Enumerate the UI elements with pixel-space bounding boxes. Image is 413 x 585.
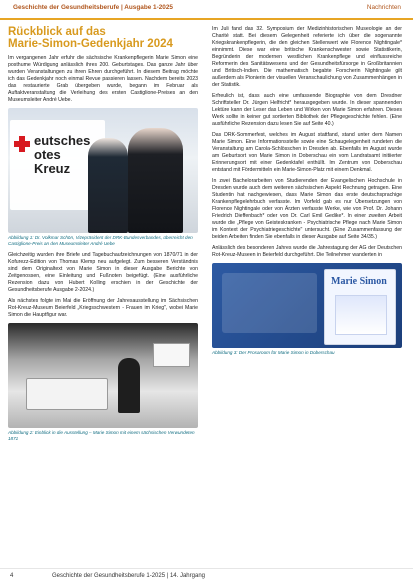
drk-banner-text-line-2: otes bbox=[34, 147, 61, 162]
right-column bbox=[212, 26, 402, 361]
figure-2-caption: Abbildung 2: Einblick in die Ausstellung – Marie Simon mit einem sächsischen Verwundeten 1871 bbox=[8, 430, 195, 441]
book-ornament bbox=[335, 295, 387, 335]
exhibition-screen bbox=[153, 343, 190, 367]
figure-1-photo bbox=[8, 108, 198, 233]
left-column bbox=[8, 26, 198, 447]
right-paragraph-5: Anlässlich des besonderen Jahres wurde die Jahrestagung der AG der Deutschen Rot-Kreuz-Museen in Beierfeld durchgeführt. Die Teilnehmer wanderten in bbox=[212, 245, 402, 258]
right-paragraph-4: In zwei Bachelorarbeiten von Studierenden der Evangelischen Hochschule in Dresden wurde auch dem weiteren sächsischen Aspekt Rechnung getragen. Eine Studentin hat nachgewiesen, dass Marie Simon das erste deutschsprachige Krankenpflegelehrbuch verfasste. Im Vorfeld gab es nur Übersetzungen von Florence Nightingale oder von Ärzten verfasste Werke, wie von Prof. Dr. Johann Friedrich Dieffenbach* oder von Dr. Carl Emil Gedike*. In einer zweiten Arbeit wurde die „Pflege von Geisteskranken - Psychiatrische Pflege nach Marie Simon im Kontext der Psychiatriegeschichte" untersucht. (Eine Zusammenfassung der beiden Arbeiten finden Sie ebenfalls in dieser Ausgabe auf Seite 34/35.) bbox=[212, 178, 402, 240]
figure-3-caption: Abbildung 3: Der Prosaroom für Marie Simon in Doberschau bbox=[212, 350, 335, 355]
left-paragraph-1: Im vergangenen Jahr erfuhr die sächsische Krankenpflegerin Marie Simon eine posthume Würdigung anlässlich ihres 200. Geburtstages. Das ganze Jahr über wurden Veranstaltungen zu ihren Ehren durchgeführt. In diesem Beitrag möchte ich das Gedenkjahr noch einmal Revue passieren lassen. Nachdem bereits 2023 das restaurierte Grab übergeben wurde, begann im Februar als Auftaktveranstaltung die Verleihung des ersten Castiglione-Preises an den Museumsleiter André Uebe. bbox=[8, 55, 198, 103]
drk-banner-text-line-1: eutsches bbox=[34, 133, 91, 148]
drk-banner-text-line-3: Kreuz bbox=[34, 161, 71, 176]
section-label: Nachrichten bbox=[366, 4, 401, 11]
figure-1-caption: Abbildung 1: Dr. Volkmar Schön, Vizepräsident der DRK-Bundesverbandes, überreicht den Castiglione-Preis an den Museumsleiter André Uebe bbox=[8, 235, 193, 246]
article-title-line-1: Rückblick auf das bbox=[8, 26, 106, 38]
panel-graphic bbox=[222, 273, 317, 333]
person-left bbox=[88, 138, 128, 233]
page-footer bbox=[0, 568, 413, 585]
exhibition-bed bbox=[26, 378, 108, 410]
book-title: Marie Simon bbox=[331, 276, 387, 287]
footer-journal-text: Geschichte der Gesundheitsberufe 1-2025 | 14. Jahrgang bbox=[52, 573, 205, 579]
article-title-line-2: Marie-Simon-Gedenkjahr 2024 bbox=[8, 38, 173, 50]
journal-issue-label: Geschichte der Gesundheitsberufe | Ausgabe 1-2025 bbox=[13, 4, 173, 11]
book-cover bbox=[324, 269, 396, 345]
red-cross-icon bbox=[14, 136, 30, 152]
figure-3-photo bbox=[212, 263, 402, 348]
article-title bbox=[8, 26, 198, 50]
right-paragraph-2: Erfreulich ist, dass auch eine umfassende Biographie von dem Dresdner Schriftsteller Dr. Jürgen Helfricht* herausgegeben wurde. In dieser spannenden Lektüre kann der Leser das Leben und Wirken von Marie Simon erfahren. Dieses Werk sollte in keiner gut sortierten Bibliothek der Pflegegeschichte fehlen. (Eine ausführliche Rezension dazu lesen Sie auf Seite 40.) bbox=[212, 93, 402, 127]
page-header bbox=[0, 0, 413, 20]
right-paragraph-3: Das DRK-Sommerfest, welches im August stattfand, stand unter dem Namen Marie Simon. Eine Informationsstelle sowie eine Schaugelegenheit rundeten die Veranstaltung am Carola-Schlösschen in Dresden ab. Ebenfalls im August wurde am Geburtsort von Marie Simon in Doberschau ein vom Landratsamt initiierter Erinnerungsort mit einer Gedenktafel enthüllt. Im Zentrum von Doberschau entstand mit Fördermitteln ein Marie-Simon-Platz mit einem Denkmal. bbox=[212, 132, 402, 173]
person-right bbox=[128, 128, 183, 233]
exhibition-figure bbox=[118, 358, 140, 413]
left-paragraph-2: Gleichzeitig wurden ihre Briefe und Tagebuchaufzeichnungen von 1870/71 in der Kofurezz-Edition von Thomas Klemp neu aufgelegt. Zum besseren Verständnis sind dem Originaltext von Marie Simon in dieser Ausgabe Berichte von Zeitgenossen, eine Einleitung und Fußnoten beigefügt. (Eine ausführliche Rezension dazu von Hubert Kolling erschien in der Geschichte der Gesundheitsberufe Ausgabe 2-2024.) bbox=[8, 252, 198, 293]
figure-2-photo bbox=[8, 323, 198, 428]
page-number: 4 bbox=[10, 573, 14, 579]
drk-banner-text bbox=[34, 134, 90, 176]
right-paragraph-1: Im Juli fand das 32. Symposium der Medizinhistorischen Museologie an der Charité statt. Bei diesem Gelegenheit referierte ich über die sogenannte Kriegskrankenpflegerin, die den gleichen Stellenwert wie Florence Nightingale* einnimmt. Diese war eine britische Krankenschwester sowie Statistikerin, Begründerin der modernen westlichen Krankenpflege und einflussreiche Reformerin des Sanitätswesens und der Gesundheitsfürsorge in Großbritannien und Britisch-Indien. Die mathematisch begabte Forscherin Nightingale gilt außerdem als Pionierin der visuellen Veranschaulichung von Zusammenhängen in der Statistik. bbox=[212, 26, 402, 88]
left-paragraph-3: Als nächstes folgte im Mai die Eröffnung der Jahresausstellung im Sächsischen Rot-Kreuz-Museum Beierfeld „Kriegsschwestern - Frauen im Krieg", wobei Marie Simon die Hauptfigur war. bbox=[8, 298, 198, 318]
